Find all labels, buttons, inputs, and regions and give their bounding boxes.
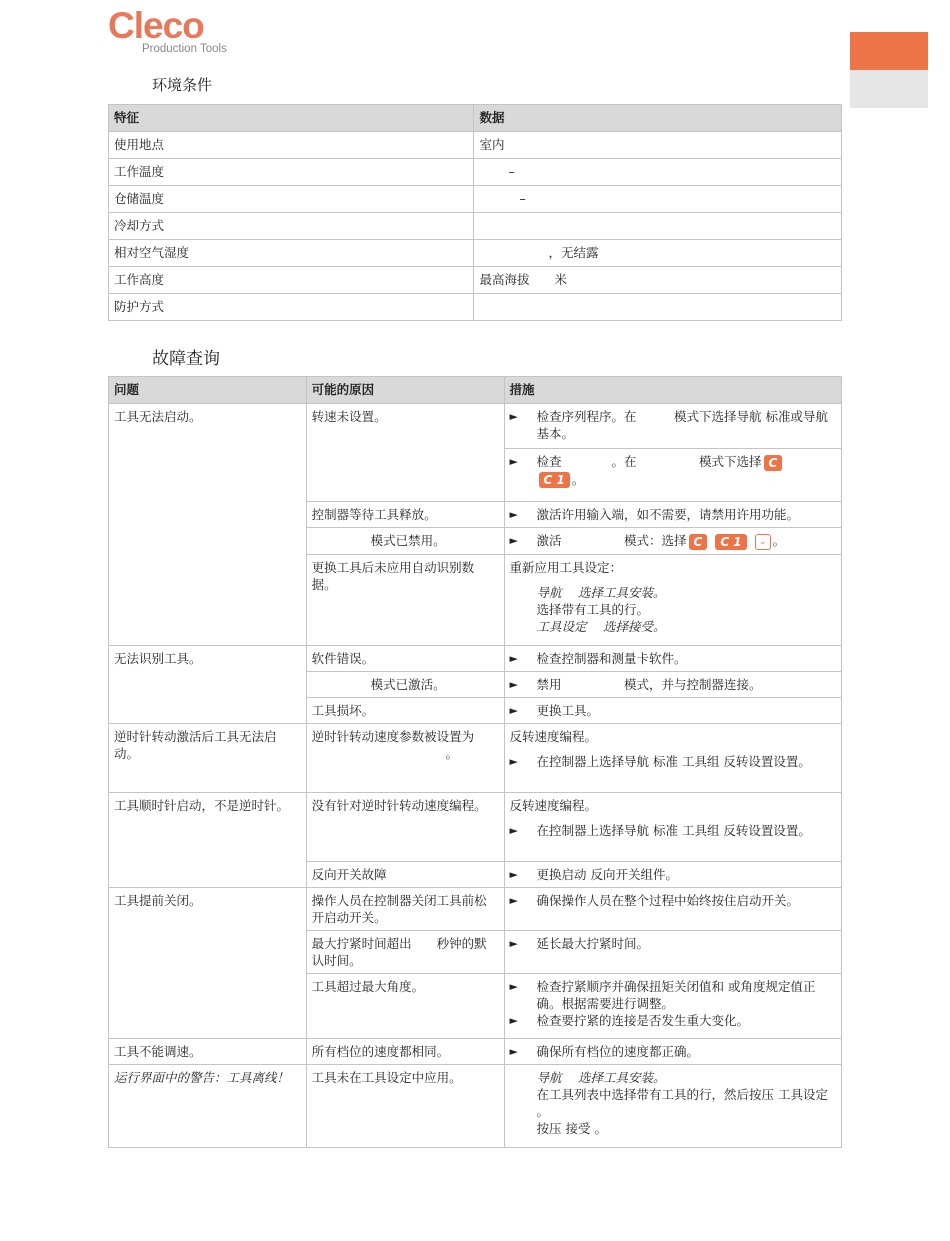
arrow-icon: ► xyxy=(509,455,518,468)
cause-cell: 模式已激活。 xyxy=(306,671,504,697)
measure-intro: 反转速度编程。 xyxy=(509,728,598,744)
measure-item xyxy=(510,702,837,719)
environment-table xyxy=(108,104,842,321)
cause-cell: 最大拧紧时间超出 秒钟的默认时间。 xyxy=(306,930,504,973)
table-row xyxy=(109,294,842,321)
table-row xyxy=(109,213,842,240)
measure-text: 延长最大拧紧时间。 xyxy=(536,935,650,951)
arrow-icon: ► xyxy=(509,867,518,881)
problem-cell: 工具顺时针启动，不是逆时针。 xyxy=(109,792,307,887)
measure-text: 。 xyxy=(772,533,786,548)
cause-cell: 没有针对逆时针转动速度编程。 xyxy=(306,792,504,861)
measure-item xyxy=(510,650,837,667)
problem-cell: 运行界面中的警告：工具离线！ xyxy=(109,1064,307,1147)
env-value: – xyxy=(474,159,842,186)
c-key-icon: C xyxy=(764,455,783,471)
cleco-logo xyxy=(108,6,248,56)
measure-cell xyxy=(504,554,842,645)
measure-cell xyxy=(504,723,842,792)
page-tab-grey xyxy=(850,70,928,108)
arrow-icon: ► xyxy=(509,1013,518,1027)
env-feature: 工作温度 xyxy=(109,159,474,186)
troubleshooting-table xyxy=(108,376,842,1148)
table-row xyxy=(109,267,842,294)
measure-cell xyxy=(504,887,842,930)
measure-intro: 反转速度编程。 xyxy=(509,797,598,813)
measure-text: 。 xyxy=(571,471,585,487)
arrow-icon: ► xyxy=(509,651,518,665)
arrow-icon: ► xyxy=(509,534,518,547)
env-value: 最高海拔 米 xyxy=(474,267,842,294)
measure-text: 检查 。在 模式下选择 xyxy=(536,454,762,469)
measure-item xyxy=(510,753,837,770)
c-key-icon: C xyxy=(689,534,708,550)
arrow-icon: ► xyxy=(509,508,518,521)
cause-cell: 工具损坏。 xyxy=(306,697,504,723)
header-data: 数据 xyxy=(474,105,842,132)
measure-item xyxy=(510,822,837,839)
measure-text: 检查拧紧顺序并确保扭矩关闭值和 或角度规定值正确。根据需要进行调整。 xyxy=(536,978,816,1011)
measure-cell xyxy=(504,404,842,449)
cause-cell: 操作人员在控制器关闭工具前松开启动开关。 xyxy=(306,887,504,930)
env-value xyxy=(474,294,842,321)
environment-heading: 环境条件 xyxy=(152,76,213,94)
cause-text: 逆时针转动速度参数被设置为 xyxy=(311,728,475,744)
problem-cell: 逆时针转动激活后工具无法启动。 xyxy=(109,723,307,792)
measure-cell xyxy=(504,528,842,555)
cause-cell: 所有档位的速度都相同。 xyxy=(306,1038,504,1064)
table-row xyxy=(109,723,842,792)
measure-text: 在控制器上选择导航 标准 工具组 反转设置设置。 xyxy=(536,822,811,838)
problem-cell: 无法识别工具。 xyxy=(109,645,307,723)
measure-item xyxy=(510,453,837,488)
measure-cell xyxy=(504,973,842,1038)
env-value: ，无结露 xyxy=(474,240,842,267)
measure-item xyxy=(510,935,837,952)
measure-cell xyxy=(504,645,842,671)
problem-cell: 工具提前关闭。 xyxy=(109,887,307,1038)
arrow-icon: ► xyxy=(509,936,518,950)
env-feature: 防护方式 xyxy=(109,294,474,321)
env-feature: 冷却方式 xyxy=(109,213,474,240)
cause-cell: 模式已禁用。 xyxy=(306,528,504,555)
cause-text: 。 xyxy=(445,745,459,761)
measure-item xyxy=(510,978,837,1012)
measure-item xyxy=(510,866,837,883)
measure-cell xyxy=(504,449,842,502)
measure-item xyxy=(510,1012,837,1029)
table-row xyxy=(109,240,842,267)
table-row xyxy=(109,1038,842,1064)
logo-tagline: Production Tools xyxy=(142,43,227,55)
c1-key-icon: C 1 xyxy=(715,534,746,550)
env-feature: 工作高度 xyxy=(109,267,474,294)
measure-step: 选择带有工具的行。 xyxy=(536,601,650,617)
arrow-icon: ► xyxy=(509,677,518,691)
header-cause: 可能的原因 xyxy=(306,377,504,404)
measure-text: 确保操作人员在整个过程中始终按住启动开关。 xyxy=(536,892,800,908)
table-row xyxy=(109,132,842,159)
dropdown-key-icon: ⌄ xyxy=(755,534,771,550)
measure-step: 在工具列表中选择带有工具的行，然后按压 工具设定 。 xyxy=(536,1086,828,1119)
measure-text: 更换启动 反向开关组件。 xyxy=(536,866,678,882)
measure-cell xyxy=(504,1064,842,1147)
cause-cell: 工具未在工具设定中应用。 xyxy=(306,1064,504,1147)
measure-text: 检查要拧紧的连接是否发生重大变化。 xyxy=(536,1012,750,1028)
cause-cell: 控制器等待工具释放。 xyxy=(306,502,504,528)
measure-item xyxy=(510,506,837,523)
table-row xyxy=(109,645,842,671)
measure-intro: 重新应用工具设定： xyxy=(509,559,623,575)
cause-cell: 工具超过最大角度。 xyxy=(306,973,504,1038)
table-row xyxy=(109,404,842,449)
measure-text: 激活 模式：选择 xyxy=(536,533,687,548)
c1-key-icon: C 1 xyxy=(539,472,570,488)
arrow-icon: ► xyxy=(509,754,518,768)
arrow-icon: ► xyxy=(509,979,518,993)
table-row xyxy=(109,792,842,861)
env-feature: 相对空气湿度 xyxy=(109,240,474,267)
problem-cell: 工具无法启动。 xyxy=(109,404,307,646)
header-problem: 问题 xyxy=(109,377,307,404)
measure-step: 导航 选择工具安装。 xyxy=(536,584,666,600)
measure-text: 更换工具。 xyxy=(536,702,600,718)
cause-cell: 更换工具后未应用自动识别数据。 xyxy=(306,554,504,645)
table-row xyxy=(109,1064,842,1147)
arrow-icon: ► xyxy=(509,1044,518,1058)
measure-text: 在控制器上选择导航 标准 工具组 反转设置设置。 xyxy=(536,753,811,769)
env-value xyxy=(474,213,842,240)
arrow-icon: ► xyxy=(509,893,518,907)
measure-item xyxy=(510,1043,837,1060)
measure-text: 禁用 模式，并与控制器连接。 xyxy=(536,676,762,692)
table-header-row xyxy=(109,377,842,404)
measure-cell xyxy=(504,502,842,528)
header-feature: 特征 xyxy=(109,105,474,132)
arrow-icon: ► xyxy=(509,410,518,423)
measure-step: 工具设定 选择接受。 xyxy=(536,618,666,634)
measure-step: 按压 接受 。 xyxy=(536,1120,607,1136)
table-row xyxy=(109,159,842,186)
problem-cell: 工具不能调速。 xyxy=(109,1038,307,1064)
measure-text: 检查序列程序。在 模式下选择导航 标准或导航 基本。 xyxy=(536,409,828,441)
measure-cell xyxy=(504,697,842,723)
cause-cell xyxy=(306,723,504,792)
cause-cell: 软件错误。 xyxy=(306,645,504,671)
measure-item xyxy=(510,408,837,442)
env-feature: 使用地点 xyxy=(109,132,474,159)
env-feature: 仓储温度 xyxy=(109,186,474,213)
env-value: 室内 xyxy=(474,132,842,159)
table-row xyxy=(109,186,842,213)
arrow-icon: ► xyxy=(509,823,518,837)
header-measure: 措施 xyxy=(504,377,842,404)
measure-text: 确保所有档位的速度都正确。 xyxy=(536,1043,700,1059)
env-value: – xyxy=(474,186,842,213)
cause-cell: 转速未设置。 xyxy=(306,404,504,502)
measure-item xyxy=(510,892,837,909)
arrow-icon: ► xyxy=(509,703,518,717)
measure-cell xyxy=(504,930,842,973)
measure-item xyxy=(510,532,837,550)
table-header-row xyxy=(109,105,842,132)
measure-cell xyxy=(504,861,842,887)
page-tab-marker xyxy=(850,32,928,70)
cause-cell: 反向开关故障 xyxy=(306,861,504,887)
measure-cell xyxy=(504,671,842,697)
measure-step: 导航 选择工具安装。 xyxy=(536,1069,666,1085)
measure-item xyxy=(510,676,837,693)
measure-cell xyxy=(504,792,842,861)
measure-cell xyxy=(504,1038,842,1064)
measure-text: 检查控制器和测量卡软件。 xyxy=(536,650,687,666)
troubleshooting-heading: 故障查询 xyxy=(152,349,220,369)
logo-wordmark: Cleco xyxy=(108,5,204,46)
table-row xyxy=(109,887,842,930)
measure-text: 激活许用输入端，如不需要，请禁用许用功能。 xyxy=(536,507,800,522)
